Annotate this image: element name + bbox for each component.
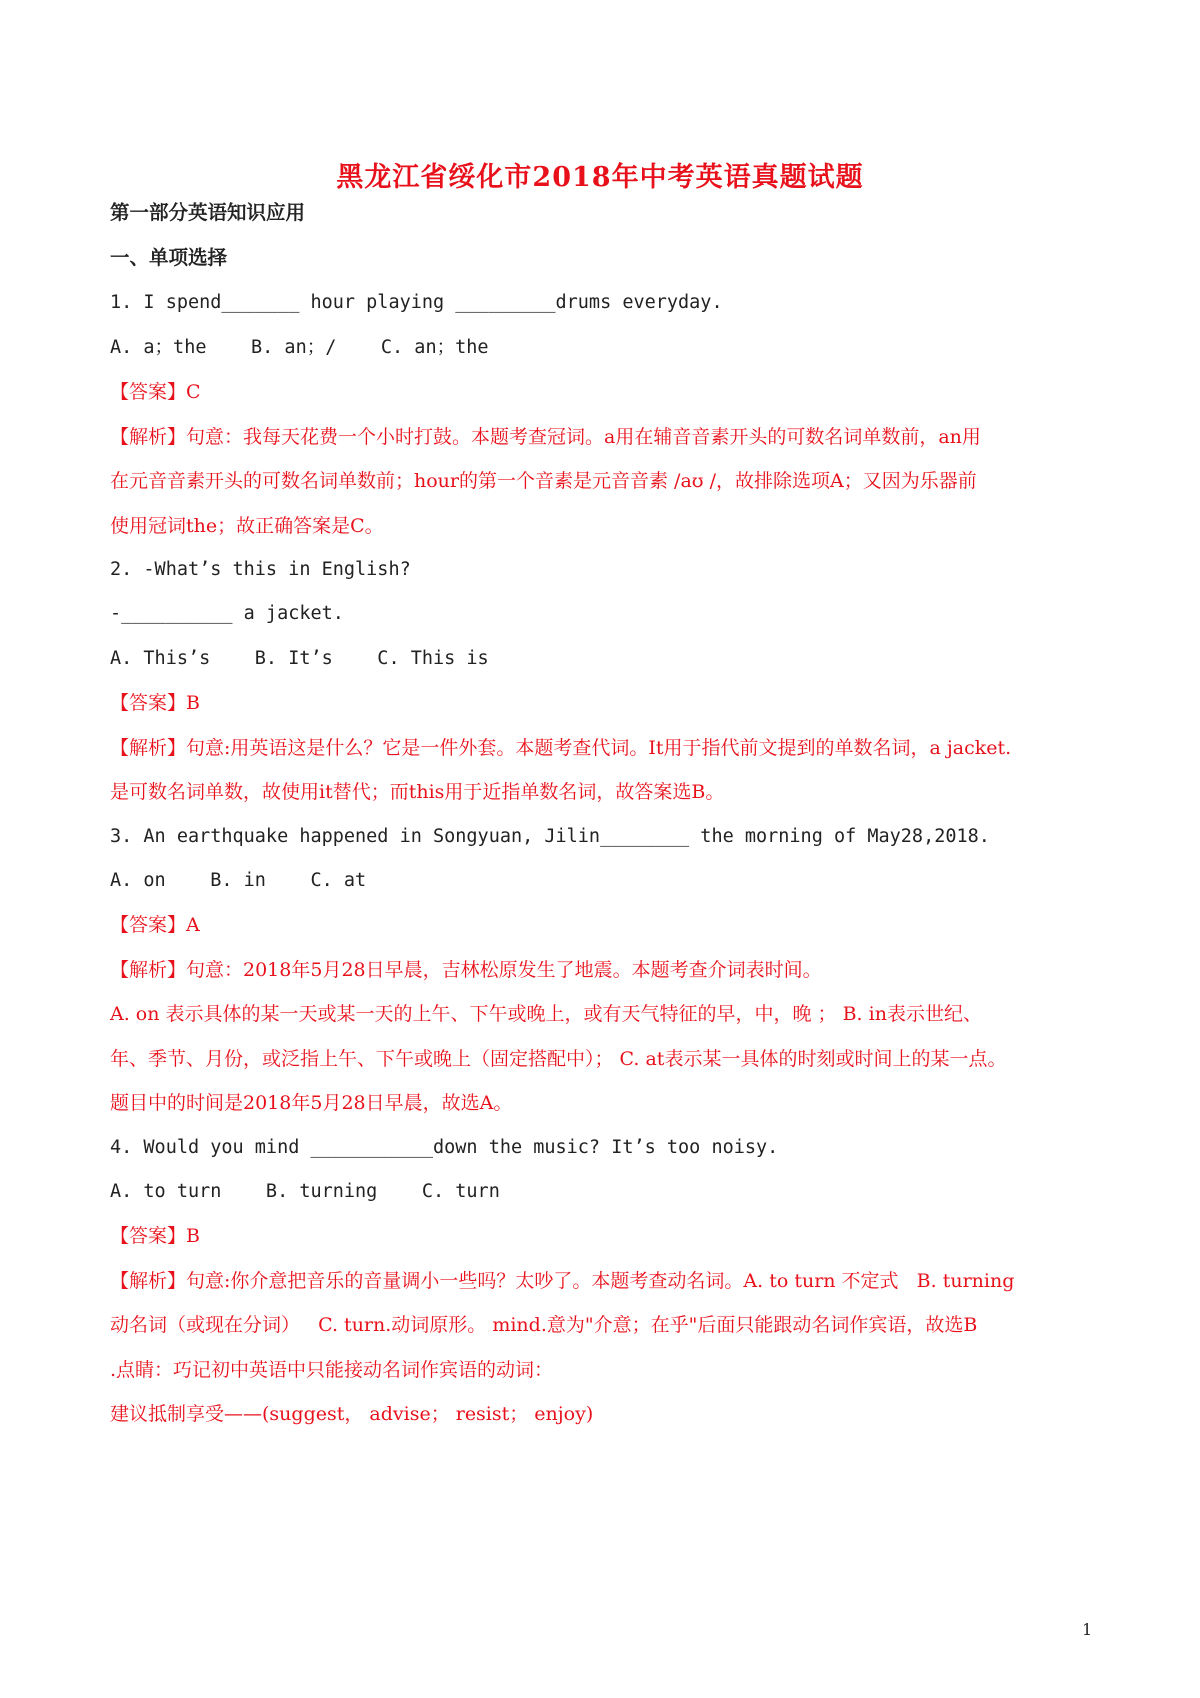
section-heading: 一、单项选择 <box>110 246 228 269</box>
part-heading: 第一部分英语知识应用 <box>110 201 306 224</box>
question-2-line2: -__________ a jacket. <box>110 603 344 624</box>
question-1-analysis-line: 【解析】句意：我每天花费一个小时打鼓。本题考查冠词。a用在辅音音素开头的可数名词单数前，an用 <box>110 426 981 448</box>
question-4-analysis-line: 动名词（或现在分词） C. turn.动词原形。 mind.意为"介意；在乎"后面只能跟动名词作宾语，故选B <box>110 1314 978 1336</box>
question-2-analysis-line: 是可数名词单数，故使用it替代；而this用于近指单数名词，故答案选B。 <box>110 781 725 803</box>
question-3: 3. An earthquake happened in Songyuan, Jilin________ the morning of May28,2018. <box>110 826 990 847</box>
question-4: 4. Would you mind ___________down the music? It’s too noisy. <box>110 1137 779 1158</box>
question-2-answer: 【答案】B <box>110 692 200 714</box>
question-2: 2. -What’s this in English? <box>110 559 411 580</box>
question-4-analysis-line: .点睛：巧记初中英语中只能接动名词作宾语的动词： <box>110 1359 554 1381</box>
page-number: 1 <box>1082 1620 1093 1639</box>
question-3-analysis-line: 年、季节、月份，或泛指上午、下午或晚上（固定搭配中）； C. at表示某一具体的时刻或时间上的某一点。 <box>110 1048 1007 1070</box>
question-3-analysis-line: 题目中的时间是2018年5月28日早晨，故选A。 <box>110 1092 513 1114</box>
question-1-answer: 【答案】C <box>110 381 201 403</box>
question-3-analysis-line: A. on 表示具体的某一天或某一天的上午、下午或晚上，或有天气特征的早，中，晚 ； B. in表示世纪、 <box>110 1003 982 1025</box>
question-4-answer: 【答案】B <box>110 1225 200 1247</box>
question-1-analysis-line: 在元音音素开头的可数名词单数前；hour的第一个音素是元音音素 /aʊ /，故排除选项A；又因为乐器前 <box>110 470 977 492</box>
question-1-analysis-line: 使用冠词the；故正确答案是C。 <box>110 515 384 537</box>
question-2-analysis-line: 【解析】句意:用英语这是什么？它是一件外套。本题考查代词。It用于指代前文提到的单数名词，a jacket. <box>110 737 1012 759</box>
question-1-options: A. a；the B. an；/ C. an；the <box>110 337 489 358</box>
page-title: 黑龙江省绥化市2018年中考英语真题试题 <box>336 162 864 193</box>
question-3-analysis-line: 【解析】句意：2018年5月28日早晨，吉林松原发生了地震。本题考查介词表时间。 <box>110 959 822 981</box>
question-3-options: A. on B. in C. at <box>110 870 367 891</box>
question-4-analysis-line: 建议抵制享受——(suggest， advise； resist； enjoy) <box>110 1403 594 1425</box>
question-4-analysis-line: 【解析】句意:你介意把音乐的音量调小一些吗？太吵了。本题考查动名词。A. to turn 不定式 B. turning <box>110 1270 1015 1292</box>
question-2-options: A. This’s B. It’s C. This is <box>110 648 489 669</box>
question-4-options: A. to turn B. turning C. turn <box>110 1181 500 1202</box>
question-3-answer: 【答案】A <box>110 914 200 936</box>
question-1: 1. I spend_______ hour playing _________drums everyday. <box>110 292 723 313</box>
